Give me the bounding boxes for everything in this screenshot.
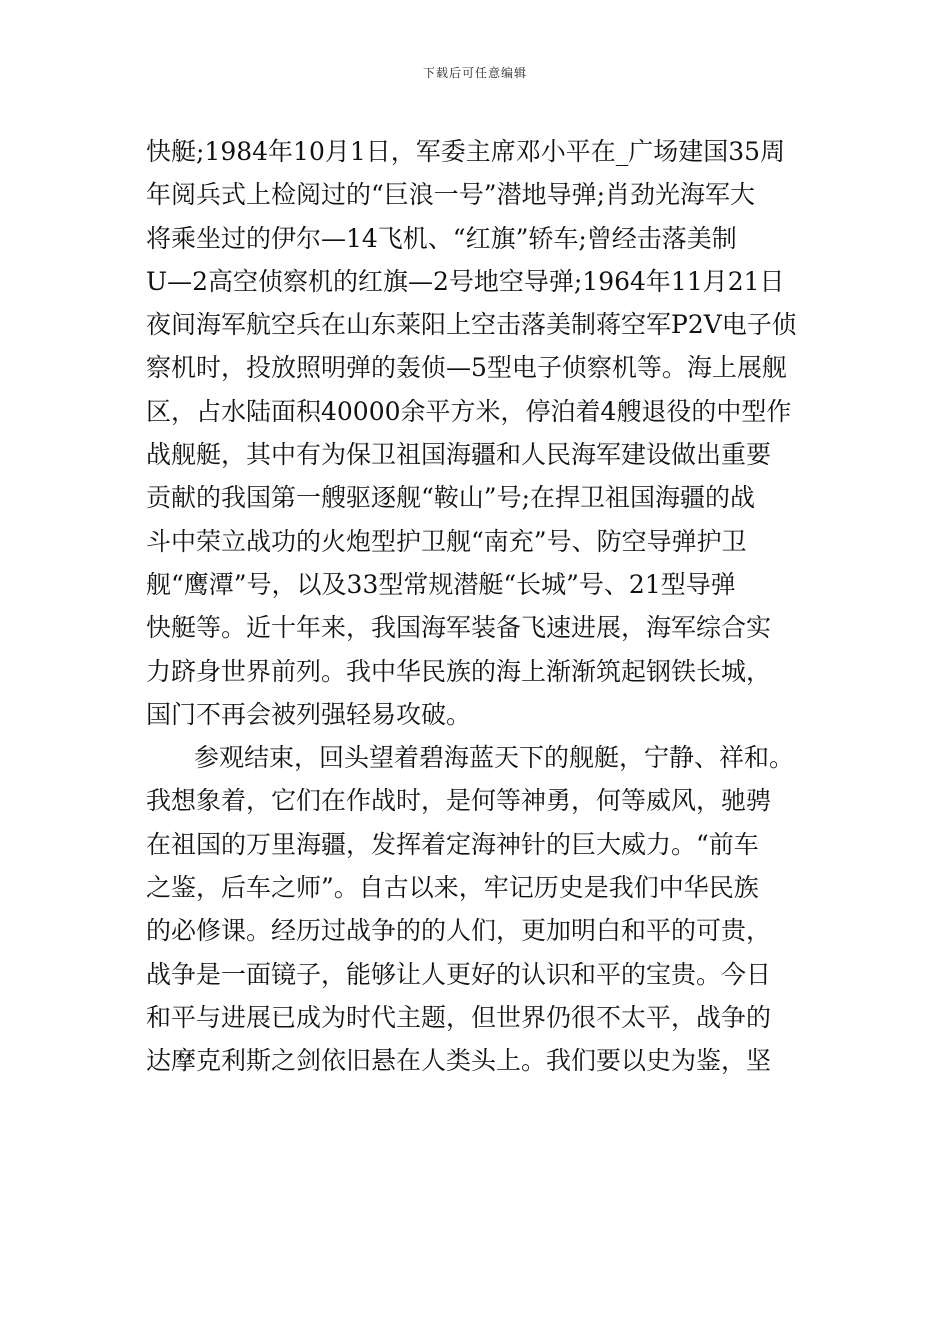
paragraph-1 [146, 130, 826, 736]
text-line: 我想象着，它们在作战时，是何等神勇，何等威风，驰骋 [146, 786, 772, 816]
text-line: 达摩克利斯之剑依旧悬在人类头上。我们要以史为鉴，坚 [146, 1046, 772, 1076]
page-header: 下载后可任意编辑 [422, 66, 527, 80]
text-line: 战争是一面镜子，能够让人更好的认识和平的宝贵。今日 [146, 959, 772, 989]
text-line: 之鉴，后车之师”。自古以来，牢记历史是我们中华民族 [146, 873, 759, 903]
text-line: 将乘坐过的伊尔—14飞机、“红旗”轿车;曾经击落美制 [146, 223, 737, 253]
text-line: 力跻身世界前列。我中华民族的海上渐渐筑起钢铁长城， [146, 656, 772, 686]
text-line: 战舰艇，其中有为保卫祖国海疆和人民海军建设做出重要 [146, 440, 772, 470]
text-line: 快艇等。近十年来，我国海军装备飞速进展，海军综合实 [146, 613, 772, 643]
text-line: 舰“鹰潭”号，以及33型常规潜艇“长城”号、21型导弹 [146, 569, 736, 599]
text-line: 国门不再会被列强轻易攻破。 [146, 699, 472, 729]
text-line: 和平与进展已成为时代主题，但世界仍很不太平，战争的 [146, 1002, 772, 1032]
paragraph-2 [146, 736, 826, 1082]
text-line: 年阅兵式上检阅过的“巨浪一号”潜地导弹;肖劲光海军大 [146, 180, 755, 210]
text-line: 察机时，投放照明弹的轰侦—5型电子侦察机等。海上展舰 [146, 353, 787, 383]
text-line: 区，占水陆面积40000余平方米，停泊着4艘退役的中型作 [146, 396, 792, 426]
text-line: 斗中荣立战功的火炮型护卫舰“南充”号、防空导弹护卫 [146, 526, 747, 556]
document-body [146, 130, 826, 1083]
text-line: 贡献的我国第一艘驱逐舰“鞍山”号;在捍卫祖国海疆的战 [146, 483, 755, 513]
text-line: 的必修课。经历过战争的的人们，更加明白和平的可贵， [146, 916, 772, 946]
text-line: 快艇;1984年10月1日，军委主席邓小平在_广场建国35周 [146, 137, 786, 166]
text-line-indented: 参观结束，回头望着碧海蓝天下的舰艇，宁静、祥和。 [194, 743, 795, 773]
text-line: 夜间海军航空兵在山东莱阳上空击落美制蒋空军P2V电子侦 [146, 310, 797, 340]
text-line: U—2高空侦察机的红旗—2号地空导弹;1964年11月21日 [146, 266, 785, 296]
text-line: 在祖国的万里海疆，发挥着定海神针的巨大威力。“前车 [146, 829, 759, 859]
